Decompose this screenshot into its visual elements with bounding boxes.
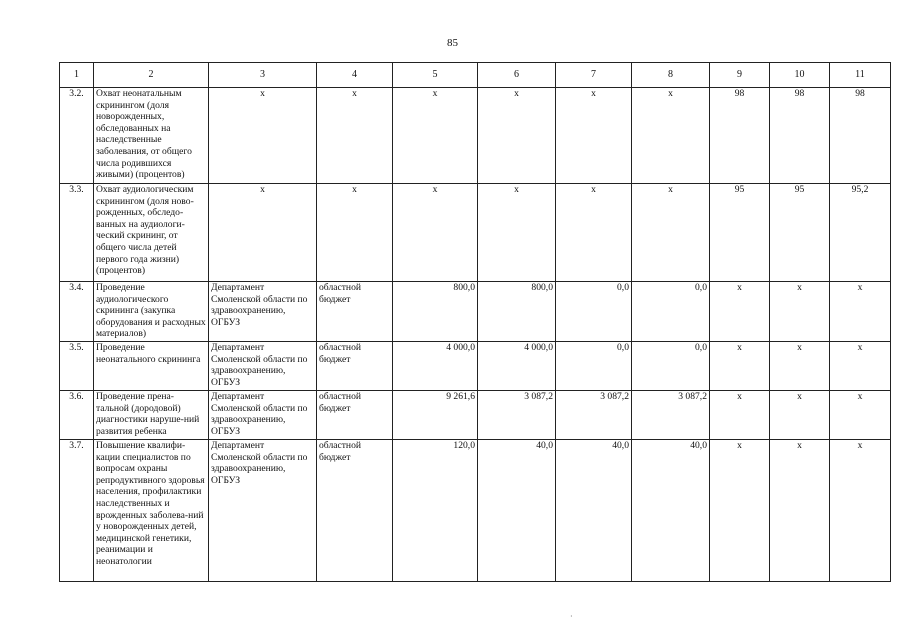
cell-value: x <box>632 184 710 282</box>
executor: Департамент Смоленской области по здравоохранению, ОГБУЗ <box>209 440 317 582</box>
cell-value: 3 087,2 <box>478 391 556 440</box>
cell-value: x <box>770 391 830 440</box>
cell-value: x <box>209 88 317 184</box>
header-cell: 2 <box>94 63 209 88</box>
measure-name: Повышение квалифи-кации специалистов по вопросам охраны репродуктивного здоровья населения, профилактики наследственных и врожденных заболева-ний у новорожденных детей, медицинской генетики, реанимации и неонатологии <box>94 440 209 582</box>
cell-value: 0,0 <box>632 342 710 391</box>
cell-value: x <box>209 184 317 282</box>
header-cell: 7 <box>556 63 632 88</box>
executor: Департамент Смоленской области по здравоохранению, ОГБУЗ <box>209 342 317 391</box>
table-row <box>60 282 891 342</box>
measure-name: Проведение неонатального скрининга <box>94 342 209 391</box>
row-number: 3.4. <box>60 282 94 342</box>
cell-value: x <box>556 88 632 184</box>
cell-value: x <box>770 282 830 342</box>
cell-value: 4 000,0 <box>393 342 478 391</box>
cell-value: 98 <box>830 88 891 184</box>
cell-value: x <box>770 342 830 391</box>
row-number: 3.2. <box>60 88 94 184</box>
cell-value: 3 087,2 <box>632 391 710 440</box>
header-cell: 9 <box>710 63 770 88</box>
cell-value: x <box>710 342 770 391</box>
header-cell: 3 <box>209 63 317 88</box>
cell-value: x <box>830 391 891 440</box>
cell-value: x <box>393 184 478 282</box>
cell-value: 0,0 <box>556 342 632 391</box>
row-number: 3.3. <box>60 184 94 282</box>
scan-speck: · <box>570 612 573 621</box>
table-row <box>60 440 891 582</box>
funding-source: областной бюджет <box>317 440 393 582</box>
header-row <box>60 63 891 88</box>
cell-value: x <box>770 440 830 582</box>
cell-value: 0,0 <box>556 282 632 342</box>
cell-value: 800,0 <box>478 282 556 342</box>
cell-value: 120,0 <box>393 440 478 582</box>
cell-value: 4 000,0 <box>478 342 556 391</box>
cell-value: x <box>710 440 770 582</box>
funding-source: областной бюджет <box>317 282 393 342</box>
cell-value: x <box>710 282 770 342</box>
measure-name: Проведение прена-тальной (дородовой) диагностики наруше-ний развития ребенка <box>94 391 209 440</box>
cell-value: x <box>710 391 770 440</box>
table-row <box>60 391 891 440</box>
cell-value: x <box>478 88 556 184</box>
cell-value: 98 <box>710 88 770 184</box>
funding-source: областной бюджет <box>317 342 393 391</box>
cell-value: 40,0 <box>478 440 556 582</box>
cell-value: x <box>632 88 710 184</box>
header-cell: 6 <box>478 63 556 88</box>
funding-source: областной бюджет <box>317 391 393 440</box>
header-cell: 10 <box>770 63 830 88</box>
cell-value: x <box>317 184 393 282</box>
cell-value: 98 <box>770 88 830 184</box>
cell-value: 3 087,2 <box>556 391 632 440</box>
cell-value: 95 <box>710 184 770 282</box>
header-cell: 8 <box>632 63 710 88</box>
cell-value: x <box>317 88 393 184</box>
table-row <box>60 342 891 391</box>
row-number: 3.5. <box>60 342 94 391</box>
row-number: 3.7. <box>60 440 94 582</box>
header-cell: 1 <box>60 63 94 88</box>
executor: Департамент Смоленской области по здравоохранению, ОГБУЗ <box>209 391 317 440</box>
header-cell: 5 <box>393 63 478 88</box>
cell-value: x <box>478 184 556 282</box>
cell-value: 9 261,6 <box>393 391 478 440</box>
header-cell: 11 <box>830 63 891 88</box>
cell-value: 40,0 <box>556 440 632 582</box>
row-number: 3.6. <box>60 391 94 440</box>
measure-name: Проведение аудиологического скрининга (закупка оборудования и расходных материалов) <box>94 282 209 342</box>
cell-value: 95 <box>770 184 830 282</box>
executor: Департамент Смоленской области по здравоохранению, ОГБУЗ <box>209 282 317 342</box>
cell-value: x <box>556 184 632 282</box>
cell-value: 800,0 <box>393 282 478 342</box>
cell-value: 40,0 <box>632 440 710 582</box>
cell-value: x <box>830 440 891 582</box>
cell-value: x <box>830 342 891 391</box>
cell-value: 0,0 <box>632 282 710 342</box>
table-row <box>60 88 891 184</box>
measure-name: Охват аудиологическим скринингом (доля ново-рожденных, обследо-ванных на аудиологи-ческий скрининг, от общего числа детей первого года жизни) (процентов) <box>94 184 209 282</box>
cell-value: 95,2 <box>830 184 891 282</box>
program-measures-table <box>59 62 891 582</box>
measure-name: Охват неонатальным скринингом (доля новорожденных, обследованных на наследственные заболевания, от общего числа родившихся живыми) (процентов) <box>94 88 209 184</box>
table-row <box>60 184 891 282</box>
cell-value: x <box>393 88 478 184</box>
cell-value: x <box>830 282 891 342</box>
page-number: 85 <box>447 37 458 49</box>
header-cell: 4 <box>317 63 393 88</box>
